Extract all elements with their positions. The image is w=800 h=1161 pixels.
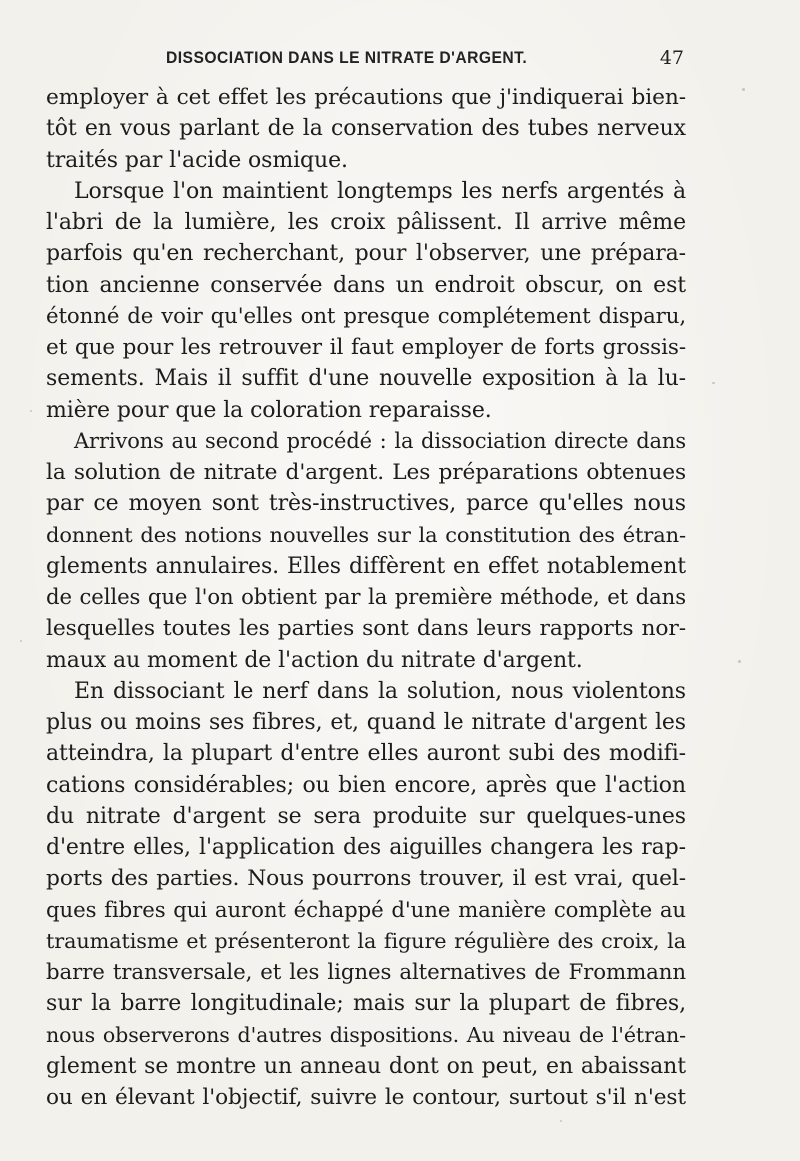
running-header <box>46 44 694 74</box>
text-line: de celles que l'on obtient par la première méthode, et dans <box>46 585 686 610</box>
text-line: du nitrate d'argent se sera produite sur quelques-unes <box>46 803 686 829</box>
text-line: ques fibres qui auront échappé d'une manière complète au <box>46 897 686 923</box>
paper-speck <box>738 660 741 663</box>
paper-speck <box>560 1120 562 1122</box>
text-line: barre transversale, et les lignes alternatives de Frommann <box>46 960 686 985</box>
text-line: traités par l'acide osmique. <box>46 147 348 173</box>
text-line: mière pour que la coloration reparaisse. <box>46 397 492 423</box>
text-line: ports des parties. Nous pourrons trouver, il est vrai, quel- <box>46 866 686 892</box>
paper-speck <box>30 410 32 412</box>
text-line: employer à cet effet les précautions que j'indiquerai bien- <box>46 85 686 110</box>
paper-speck <box>712 382 715 384</box>
paper-speck <box>742 88 745 91</box>
text-line: étonné de voir qu'elles ont presque complétement disparu, <box>46 303 686 329</box>
text-line: tion ancienne conservée dans un endroit obscur, on est <box>46 272 686 298</box>
text-line: traumatisme et présenteront la figure régulière des croix, la <box>46 928 686 953</box>
text-line: parfois qu'en recherchant, pour l'observer, une prépara- <box>46 241 686 267</box>
text-line: Lorsque l'on maintient longtemps les nerfs argentés à <box>74 178 686 204</box>
text-line: Arrivons au second procédé : la dissociation directe dans <box>74 428 686 453</box>
text-line: d'entre elles, l'application des aiguilles changera les rap- <box>46 835 686 860</box>
text-line: donnent des notions nouvelles sur la constitution des étran- <box>46 522 686 547</box>
text-line: sur la barre longitudinale; mais sur la plupart de fibres, <box>46 991 686 1017</box>
text-line: et que pour les retrouver il faut employer de forts grossis- <box>46 335 686 360</box>
text-line: ou en élevant l'objectif, suivre le contour, surtout s'il n'est <box>46 1085 686 1110</box>
text-line: cations considérables; ou bien encore, après que l'action <box>46 772 686 798</box>
text-line: l'abri de la lumière, les croix pâlissent. Il arrive même <box>46 210 686 235</box>
body-text <box>46 82 686 1113</box>
text-line: maux au moment de l'action du nitrate d'argent. <box>46 647 583 673</box>
page-number: 47 <box>659 47 684 69</box>
text-line: glement se montre un anneau dont on peut, en abaissant <box>46 1053 686 1079</box>
text-line: glements annulaires. Elles diffèrent en effet notablement <box>46 553 686 579</box>
text-line: sements. Mais il suffit d'une nouvelle exposition à la lu- <box>46 366 686 392</box>
text-line: atteindra, la plupart d'entre elles auront subi des modifi- <box>46 741 686 767</box>
running-title: DISSOCIATION DANS LE NITRATE D'ARGENT. <box>166 48 528 67</box>
text-line: En dissociant le nerf dans la solution, nous violentons <box>74 678 686 704</box>
text-line: lesquelles toutes les parties sont dans leurs rapports nor- <box>46 616 686 642</box>
text-line: tôt en vous parlant de la conservation des tubes nerveux <box>46 116 686 142</box>
text-line: plus ou moins ses fibres, et, quand le nitrate d'argent les <box>46 710 686 735</box>
text-line: par ce moyen sont très-instructives, parce qu'elles nous <box>46 491 686 517</box>
text-line: la solution de nitrate d'argent. Les préparations obtenues <box>46 460 686 485</box>
paper-speck <box>20 640 22 642</box>
text-line: nous observerons d'autres dispositions. Au niveau de l'étran- <box>46 1022 686 1047</box>
